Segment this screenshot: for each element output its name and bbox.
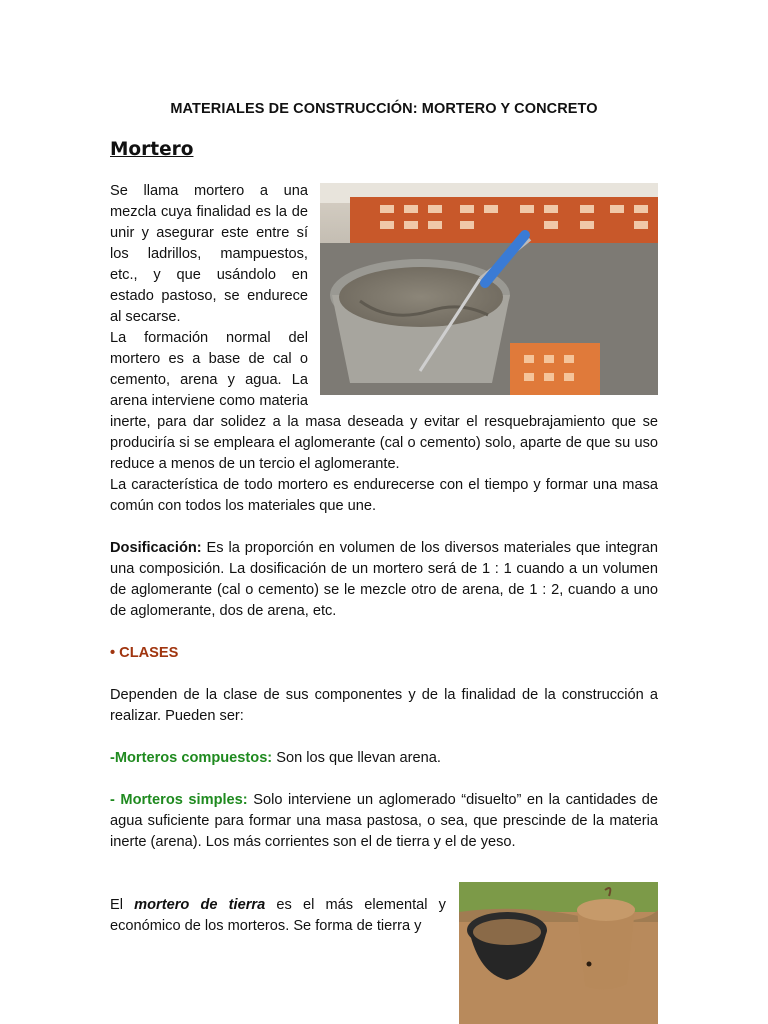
clases-label: CLASES xyxy=(119,645,179,661)
tierra-bold: mortero de tierra xyxy=(134,897,266,913)
dosificacion-text: Es la proporción en volumen de los diversos materiales que integran una composición. La dosificación de un mortero será de 1 : 1 cuando a un volumen de aglomerante (cal o cemento) se le mezcle otro de arena, de 1 : 2, cuando a uno de aglomerante, dos de arena, etc. xyxy=(110,540,658,619)
dosificacion-label: Dosificación: xyxy=(110,540,202,556)
intro-paragraph-1: Se llama mortero a una mezcla cuya finalidad es la de unir y asegurar este entre sí los ladrillos, mampuestos, etc., y que usándolo en estado pastoso, se endurece al secarse. xyxy=(110,183,308,325)
bullet-icon: • xyxy=(110,645,116,661)
intro-paragraph-2: La formación normal del mortero es a base de cal o cemento, arena y agua. La arena interviene como materia inerte, para dar solidez a la masa deseada y evitar el resquebrajamiento que se produciría si se empleara el aglomerante (cal o cemento) solo, aparte de que su uso reduce a menos de un tercio el aglomerante. xyxy=(110,330,658,472)
tierra-pre: El xyxy=(110,897,135,913)
compuestos-text: Son los que llevan arena. xyxy=(272,750,441,766)
document-title: MATERIALES DE CONSTRUCCIÓN: MORTERO Y CONCRETO xyxy=(170,101,598,117)
simples-label: - Morteros simples: xyxy=(110,792,248,808)
tierra-paragraph xyxy=(110,895,446,937)
simples-paragraph xyxy=(110,790,658,853)
clases-heading xyxy=(110,643,658,664)
simples-text: Solo interviene un aglomerado “disuelto” en la cantidades de agua suficiente para formar una masa pastosa, o sea, que prescinde de la materia inerte (arena). Los más corrientes son el de tierra y el de yeso. xyxy=(110,792,659,850)
earth-mortar-image xyxy=(459,882,658,1024)
section-heading-mortero: Mortero xyxy=(110,139,194,160)
dosificacion-paragraph xyxy=(110,538,658,622)
body-column xyxy=(110,181,658,853)
intro-paragraph-3: La característica de todo mortero es endurecerse con el tiempo y formar una masa común con todos los materiales que une. xyxy=(110,477,658,514)
compuestos-label: -Morteros compuestos: xyxy=(110,750,273,766)
tierra-post: es el más elemental y económico de los morteros. Se forma de tierra y xyxy=(110,897,446,934)
compuestos-paragraph xyxy=(110,748,658,769)
mortar-bucket-image xyxy=(320,183,658,395)
tierra-column xyxy=(110,895,446,937)
clases-paragraph: Dependen de la clase de sus componentes y de la finalidad de la construcción a realizar. Pueden ser: xyxy=(110,687,658,724)
